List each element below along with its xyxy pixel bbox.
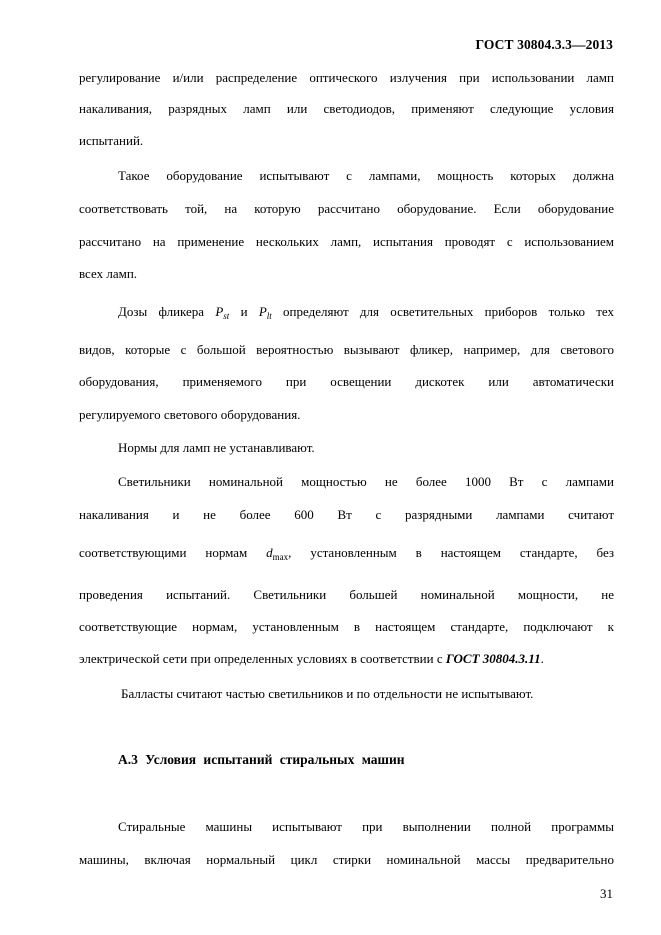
text-line: Стиральные машины испытывают при выполнении полной программы — [118, 819, 614, 834]
section-heading: А.3 Условия испытаний стиральных машин — [118, 752, 405, 767]
text-line: регулирование и/или распределение оптического излучения при использовании ламп — [79, 70, 614, 85]
text-line-with-symbols — [79, 545, 614, 565]
standard-reference: ГОСТ 30804.3.11 — [445, 651, 541, 666]
text-line: накаливания и не более 600 Вт с разрядными лампами считают — [79, 507, 614, 522]
text-line: Светильники номинальной мощностью не более 1000 Вт с лампами — [118, 474, 614, 489]
text-line: накаливания, разрядных ламп или светодиодов, применяют следующие условия — [79, 101, 614, 116]
text-line: проведения испытаний. Светильники большей номинальной мощности, не — [79, 587, 614, 602]
text-line: регулируемого светового оборудования. — [79, 407, 301, 422]
text-fragment: электрической сети при определенных условиях в соответствии с — [79, 651, 443, 666]
symbol-pst: $P_{st}$ — [215, 304, 230, 321]
text-line: всех ламп. — [79, 266, 138, 281]
symbol-plt: $P_{lt}$ — [258, 304, 272, 321]
text-line: видов, которые с большой вероятностью вызывают фликер, например, для светового — [79, 342, 614, 357]
text-line: Такое оборудование испытывают с лампами, мощность которых должна — [118, 168, 614, 183]
text-line: соответствующие нормам, установленным в настоящем стандарте, подключают к — [79, 619, 614, 634]
text-line: оборудования, применяемого при освещении дискотек или автоматически — [79, 374, 614, 389]
text-fragment: и — [240, 304, 248, 319]
text-fragment: , установленным в настоящем стандарте, без — [288, 545, 615, 560]
text-line: Нормы для ламп не устанавливают. — [118, 440, 315, 455]
text-line: соответствовать той, на которую рассчитано оборудование. Если оборудование — [79, 201, 614, 216]
document-header: ГОСТ 30804.3.3—2013 — [475, 37, 613, 52]
text-line: Балласты считают частью светильников и по отдельности не испытывают. — [121, 686, 534, 701]
text-line: испытаний. — [79, 133, 144, 148]
text-line-with-reference: электрической сети при определенных условиях в соответствии с ГОСТ 30804.3.11. — [79, 651, 544, 666]
text-fragment: Дозы фликера — [118, 304, 205, 319]
symbol-dmax: $d_{max}$ — [266, 545, 289, 562]
text-line: рассчитано на применение нескольких ламп, испытания проводят с использованием — [79, 234, 614, 249]
text-line-with-symbols — [118, 304, 614, 324]
text-line: машины, включая нормальный цикл стирки номинальной массы предварительно — [79, 852, 614, 867]
text-fragment: соответствующими нормам — [79, 545, 248, 560]
page-number: 31 — [600, 886, 613, 901]
text-fragment: определяют для осветительных приборов только тех — [283, 304, 615, 319]
